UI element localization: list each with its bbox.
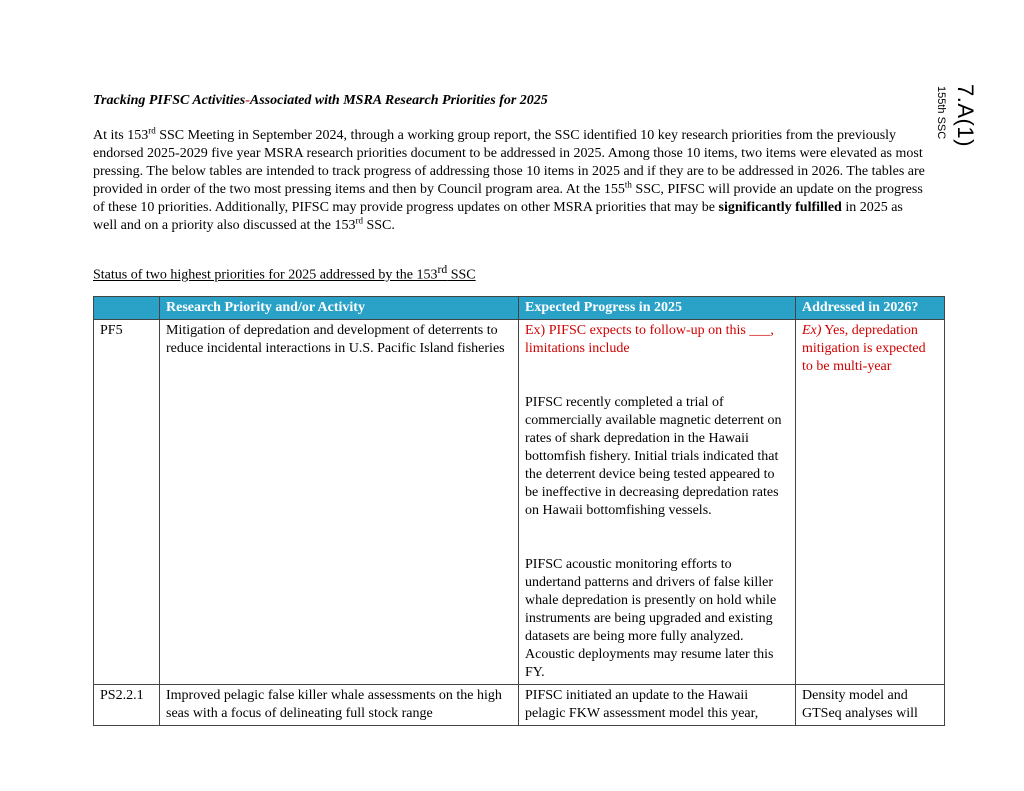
cell-id: PF5: [94, 320, 160, 685]
meeting-label: 155th SSC: [935, 86, 947, 140]
cell-progress: [519, 320, 796, 685]
cell-priority: Mitigation of depredation and development of deterrents to reduce incidental interactions in U.S. Pacific Island fisheries: [160, 320, 519, 685]
intro-paragraph: At its 153rd SSC Meeting in September 2024, through a working group report, the SSC identified 10 key research priorities from the previously endorsed 2025-2029 five year MSRA research priorities document to be addressed in 2025. Among those 10 items, two items were elevated as most pressing. The below tables are intended to track progress of addressing those 10 items in 2025 and if they are to be addressed in 2026. The tables are provided in order of the two most pressing items and then by Council program area. At the 155th SSC, PIFSC will provide an update on the progress of these 10 priorities. Additionally, PIFSC may provide progress updates on other MSRA priorities that may be significantly fulfilled in 2025 as well and on a priority also discussed at the 153rd SSC.: [93, 125, 925, 233]
table-header-row: [94, 297, 945, 320]
cell-progress: PIFSC initiated an update to the Hawaii pelagic FKW assessment model this year,: [519, 685, 796, 726]
header-priority: Research Priority and/or Activity: [160, 297, 519, 320]
progress-paragraph: PIFSC recently completed a trial of commercially available magnetic deterrent on rates of shark depredation in the Hawaii bottomfish fishery. Initial trials indicated that the deterrent device being tested appeared to be ineffective in decreasing depredation rates on Hawaii bottomfishing vessels.: [525, 395, 782, 518]
table-row: [94, 320, 945, 685]
table-row: [94, 685, 945, 726]
cell-addressed: Ex) Yes, depredation mitigation is expected to be multi-year: [796, 320, 945, 685]
cell-id: PS2.2.1: [94, 685, 160, 726]
agenda-item-code: 7.A(1): [953, 84, 978, 147]
progress-example: Ex) PIFSC expects to follow-up on this ___, limitations include: [525, 323, 774, 356]
header-progress: Expected Progress in 2025: [519, 297, 796, 320]
header-addressed: Addressed in 2026?: [796, 297, 945, 320]
priorities-table: [93, 296, 945, 726]
cell-addressed: Density model and GTSeq analyses will: [796, 685, 945, 726]
cell-priority: Improved pelagic false killer whale assessments on the high seas with a focus of delineating full stock range: [160, 685, 519, 726]
progress-paragraph: PIFSC acoustic monitoring efforts to undertand patterns and drivers of false killer whale depredation is presently on hold while instruments are being upgraded and existing datasets are being more fully analyzed. Acoustic deployments may resume later this FY.: [525, 557, 777, 680]
document-title: Tracking PIFSC Activities-Associated with MSRA Research Priorities for 2025: [93, 93, 548, 108]
header-id: [94, 297, 160, 320]
table-caption: Status of two highest priorities for 2025 addressed by the 153rd SSC: [93, 263, 476, 283]
